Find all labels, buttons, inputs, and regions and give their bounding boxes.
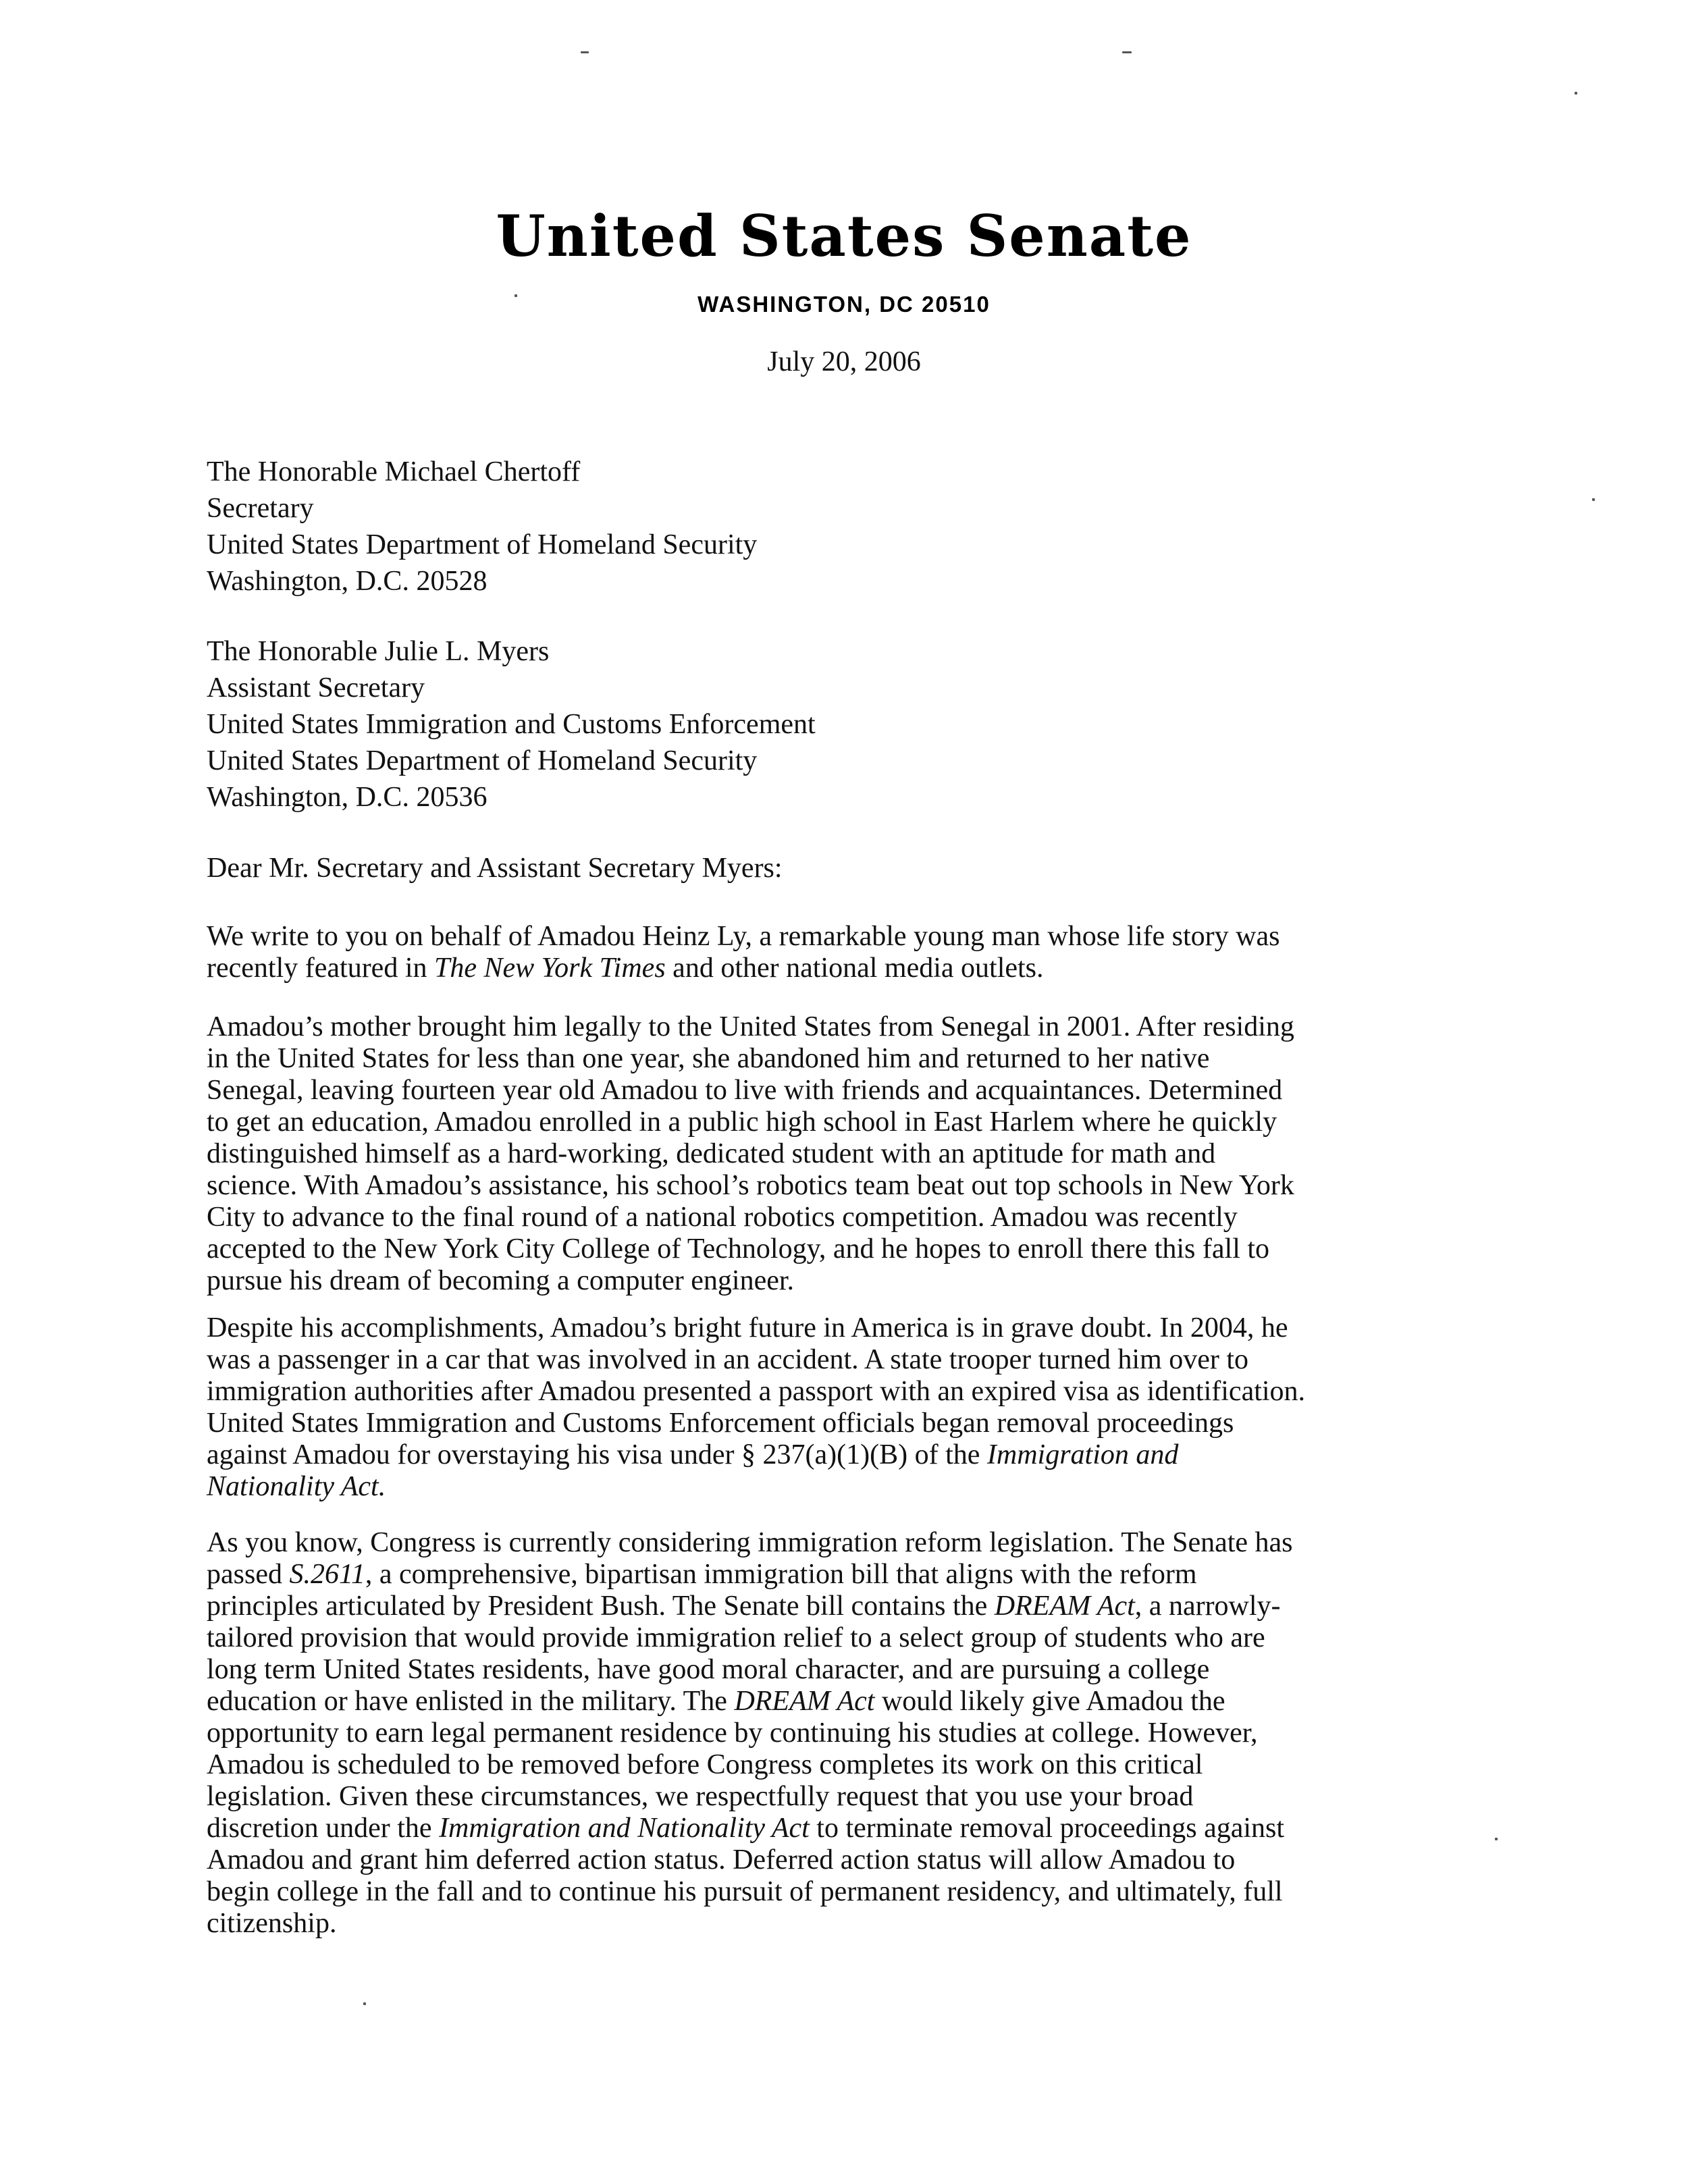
text-line: passed S.2611, a comprehensive, bipartisan immigration bill that aligns with the reform <box>207 1559 1197 1590</box>
recipient-address-chertoff <box>207 454 757 600</box>
letterhead-title: United States Senate <box>496 203 1192 269</box>
text-line: legislation. Given these circumstances, we respectfully request that you use your broad <box>207 1781 1194 1812</box>
text-line <box>207 1471 1476 1503</box>
body-paragraph-1 <box>207 921 1476 984</box>
address-line: United States Department of Homeland Security <box>207 529 758 560</box>
scan-speck <box>1575 92 1577 95</box>
bill-number: S.2611 <box>289 1559 365 1590</box>
text-line: Despite his accomplishments, Amadou’s bright future in America is in grave doubt. In 2004, he <box>207 1312 1288 1343</box>
statute-title: Immigration and Nationality Act <box>439 1813 810 1844</box>
text-line: distinguished himself as a hard-working, dedicated student with an aptitude for math and <box>207 1138 1216 1169</box>
text-line: accepted to the New York City College of Technology, and he hopes to enroll there this fall to <box>207 1233 1270 1264</box>
text-line: tailored provision that would provide immigration relief to a select group of students who are <box>207 1622 1265 1653</box>
text-line: science. With Amadou’s assistance, his school’s robotics team beat out top schools in New York <box>207 1170 1294 1201</box>
text-line: Amadou is scheduled to be removed before Congress completes its work on this critical <box>207 1749 1203 1780</box>
text-line: City to advance to the final round of a national robotics competition. Amadou was recently <box>207 1202 1238 1233</box>
text-line: Senegal, leaving fourteen year old Amadou to live with friends and acquaintances. Determined <box>207 1075 1283 1106</box>
text-line: to get an education, Amadou enrolled in a public high school in East Harlem where he quickly <box>207 1107 1277 1138</box>
text-line: discretion under the Immigration and Nationality Act to terminate removal proceedings against <box>207 1813 1285 1844</box>
text-line: principles articulated by President Bush. The Senate bill contains the DREAM Act, a narrowly- <box>207 1591 1281 1622</box>
address-line: Washington, D.C. 20528 <box>207 566 487 597</box>
text-line: Amadou and grant him deferred action status. Deferred action status will allow Amadou to <box>207 1844 1236 1875</box>
address-line: Secretary <box>207 493 314 524</box>
letterhead-city: WASHINGTON, DC 20510 <box>697 292 991 317</box>
scan-speck <box>1122 51 1132 53</box>
text-line: education or have enlisted in the military. The DREAM Act would likely give Amadou the <box>207 1686 1225 1717</box>
address-line: The Honorable Michael Chertoff <box>207 456 581 487</box>
scan-speck <box>1592 498 1595 501</box>
statute-title: Immigration and <box>986 1439 1179 1470</box>
text-line: opportunity to earn legal permanent residence by continuing his studies at college. However, <box>207 1717 1258 1749</box>
statute-title: Nationality Act. <box>207 1471 386 1502</box>
text-line: We write to you on behalf of Amadou Heinz Ly, a remarkable young man whose life story was <box>207 921 1280 952</box>
text-line: against Amadou for overstaying his visa under § 237(a)(1)(B) of the Immigration and <box>207 1439 1179 1470</box>
recipient-address-myers <box>207 633 816 816</box>
address-line: United States Department of Homeland Security <box>207 745 758 776</box>
scan-speck <box>1495 1838 1498 1840</box>
address-line: Assistant Secretary <box>207 672 425 703</box>
text-line: long term United States residents, have good moral character, and are pursuing a college <box>207 1654 1210 1685</box>
act-title: DREAM Act <box>734 1686 875 1717</box>
text-line: pursue his dream of becoming a computer engineer. <box>207 1265 795 1296</box>
text-line: recently featured in The New York Times and other national media outlets. <box>207 953 1044 984</box>
body-paragraph-3 <box>207 1312 1476 1503</box>
text-line: begin college in the fall and to continue his pursuit of permanent residency, and ultimately, full <box>207 1876 1283 1907</box>
text-line: As you know, Congress is currently considering immigration reform legislation. The Senate has <box>207 1527 1293 1558</box>
act-title: DREAM Act <box>994 1591 1135 1622</box>
scan-speck <box>363 2002 366 2005</box>
salutation: Dear Mr. Secretary and Assistant Secretary Myers: <box>207 853 783 884</box>
address-line: Washington, D.C. 20536 <box>207 782 487 813</box>
letter-date: July 20, 2006 <box>767 346 921 377</box>
text-line: Amadou’s mother brought him legally to the United States from Senegal in 2001. After residing <box>207 1011 1294 1042</box>
text-line: immigration authorities after Amadou presented a passport with an expired visa as identification. <box>207 1376 1306 1407</box>
text-line: United States Immigration and Customs Enforcement officials began removal proceedings <box>207 1408 1234 1439</box>
address-line: United States Immigration and Customs Enforcement <box>207 709 816 740</box>
address-line: The Honorable Julie L. Myers <box>207 636 550 667</box>
body-paragraph-2 <box>207 1011 1476 1297</box>
scan-speck <box>581 51 589 53</box>
body-paragraph-4 <box>207 1527 1476 1940</box>
publication-title: The New York Times <box>433 953 666 984</box>
text-line: in the United States for less than one year, she abandoned him and returned to her native <box>207 1043 1210 1074</box>
text-line: was a passenger in a car that was involved in an accident. A state trooper turned him over to <box>207 1344 1249 1375</box>
text-line: citizenship. <box>207 1908 337 1939</box>
